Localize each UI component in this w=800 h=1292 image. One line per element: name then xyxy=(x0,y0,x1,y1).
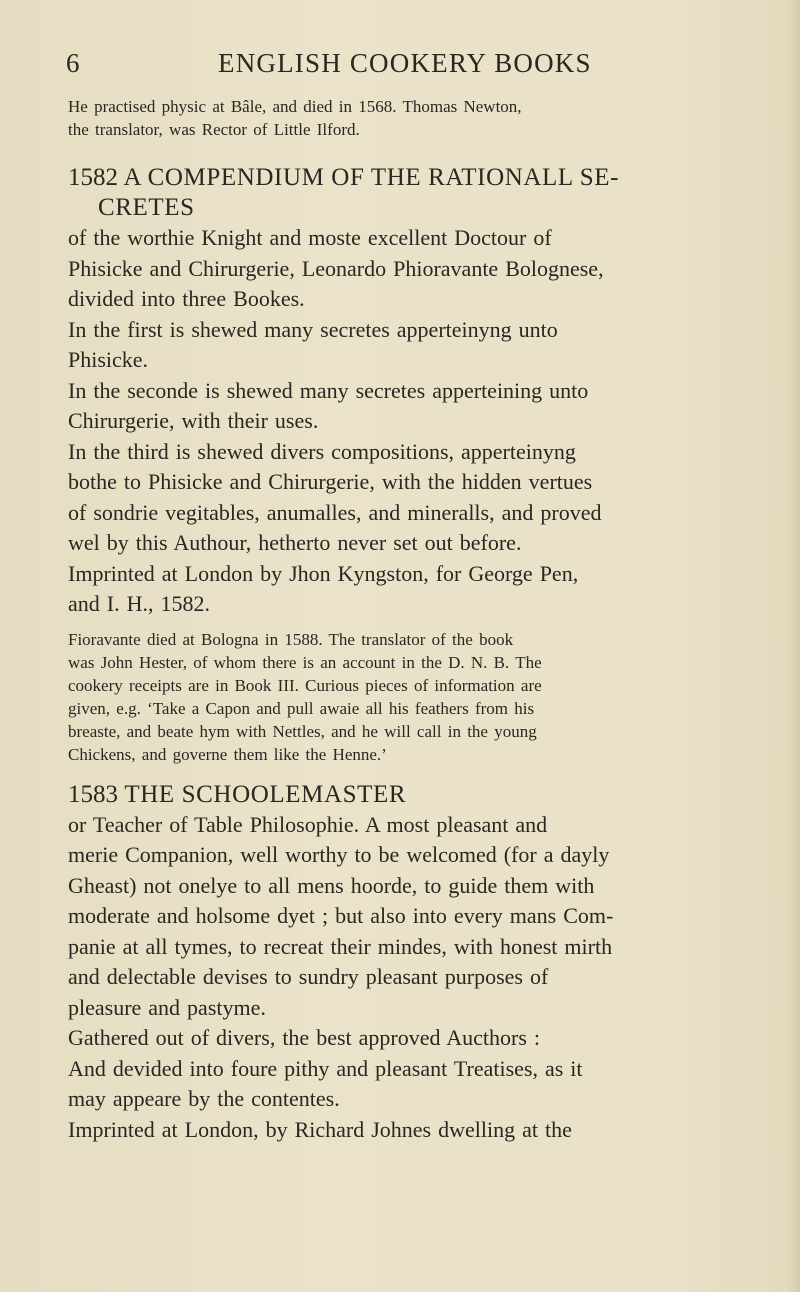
body-line: of sondrie vegitables, anumalles, and mineralls, and proved xyxy=(68,499,602,525)
note-line: breaste, and beate hym with Nettles, and he will call in the young xyxy=(68,721,537,741)
page-header xyxy=(56,48,756,84)
body-line: Phisicke and Chirurgerie, Leonardo Phioravante Bolognese, xyxy=(68,255,604,281)
entry-body xyxy=(68,223,744,620)
body-line: Phisicke. xyxy=(68,347,149,372)
entry-year: 1583 xyxy=(68,780,118,808)
body-line: Gathered out of divers, the best approved Aucthors : xyxy=(68,1025,541,1050)
note-line: Fioravante died at Bologna in 1588. The translator of the book xyxy=(68,629,514,649)
body-line: divided into three Bookes. xyxy=(68,286,305,311)
note-line: given, e.g. ‘Take a Capon and pull awaie all his feathers from his xyxy=(68,698,535,718)
body-line: of the worthie Knight and moste excellent Doctour of xyxy=(68,225,552,250)
body-line: Chirurgerie, with their uses. xyxy=(68,408,319,433)
entry-title xyxy=(68,780,744,810)
body-line: or Teacher of Table Philosophie. A most pleasant and xyxy=(68,811,548,837)
entry-body xyxy=(68,810,744,1146)
entry-title-line: CRETES xyxy=(98,194,195,221)
intro-note xyxy=(68,95,744,141)
note-line: was John Hester, of whom there is an account in the D. N. B. The xyxy=(68,652,542,672)
body-line: In the third is shewed divers compositions, apperteinyng xyxy=(68,438,576,464)
entry-title-line: A COMPENDIUM OF THE RATIONALL SE- xyxy=(123,164,619,191)
body-line: And devided into foure pithy and pleasant Treatises, as it xyxy=(68,1055,583,1081)
body-line: and I. H., 1582. xyxy=(68,591,210,616)
body-line: In the first is shewed many secretes apperteinyng unto xyxy=(68,316,558,342)
note-line: cookery receipts are in Book III. Curious pieces of information are xyxy=(68,675,542,695)
body-line: panie at all tymes, to recreat their mindes, with honest mirth xyxy=(68,933,613,959)
entry-note xyxy=(68,628,744,766)
body-line: Gheast) not onelye to all mens hoorde, to guide them with xyxy=(68,872,595,898)
body-line: bothe to Phisicke and Chirurgerie, with the hidden vertues xyxy=(68,469,593,494)
entry-title xyxy=(68,163,744,223)
body-line: merie Companion, well worthy to be welcomed (for a dayly xyxy=(68,842,610,867)
body-line: pleasure and pastyme. xyxy=(68,994,266,1020)
entry-year: 1582 xyxy=(68,164,118,191)
page-edge-shadow xyxy=(786,0,800,1292)
body-line: In the seconde is shewed many secretes apperteining unto xyxy=(68,377,589,403)
page-content xyxy=(68,95,744,1145)
page-number: 6 xyxy=(66,48,80,78)
entry-title-line: THE SCHOOLEMASTER xyxy=(124,780,407,808)
running-title: ENGLISH COOKERY BOOKS xyxy=(218,48,592,78)
entry-1583 xyxy=(68,780,744,1146)
body-line: may appeare by the contentes. xyxy=(68,1086,340,1111)
body-line: and delectable devises to sundry pleasant purposes of xyxy=(68,964,549,989)
body-line: Imprinted at London, by Richard Johnes dwelling at the xyxy=(68,1116,572,1142)
body-line: moderate and holsome dyet ; but also into every mans Com- xyxy=(68,903,614,928)
entry-1582 xyxy=(68,163,744,766)
note-line: the translator, was Rector of Little Ilford. xyxy=(68,120,360,139)
note-line: Chickens, and governe them like the Henne.’ xyxy=(68,744,387,764)
note-line: He practised physic at Bâle, and died in 1568. Thomas Newton, xyxy=(68,97,522,116)
body-line: Imprinted at London by Jhon Kyngston, for George Pen, xyxy=(68,560,579,586)
body-line: wel by this Authour, hetherto never set out before. xyxy=(68,530,522,555)
